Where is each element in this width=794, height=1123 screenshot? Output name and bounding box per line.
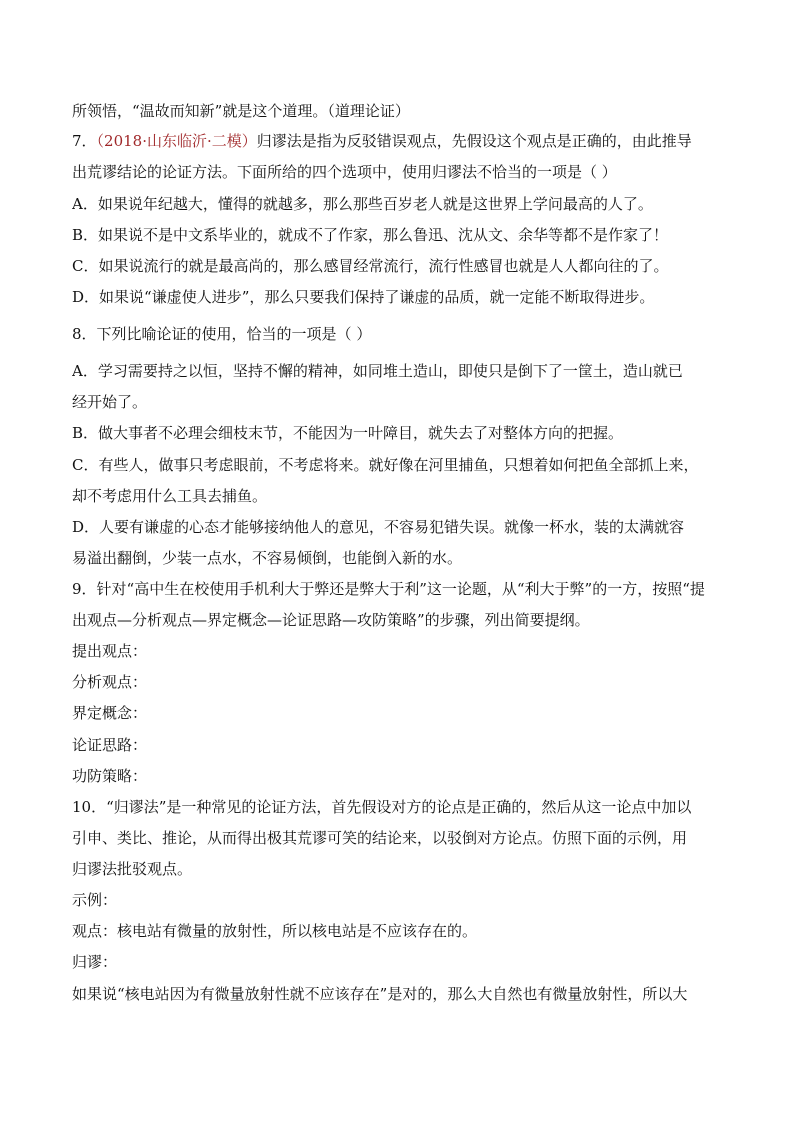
q10-example-reductio-text: 如果说“核电站因为有微量放射性就不应该存在”是对的，那么大自然也有微量放射性，所以大: [72, 985, 688, 1003]
q8-option-c-line1: C．有些人，做事只考虑眼前，不考虑将来。就好像在河里捕鱼，只想着如何把鱼全部抓上来，: [72, 456, 699, 474]
q9-field-analyze: 分析观点：: [72, 673, 148, 691]
q7-option-b: B．如果说不是中文系毕业的，就成不了作家，那么鲁迅、沈从文、余华等都不是作家了！: [72, 226, 669, 244]
question-7-number: 7．: [72, 132, 97, 150]
q10-example-reductio-label: 归谬：: [72, 953, 118, 971]
q8-option-c-line2: 却不考虑用什么工具去捕鱼。: [72, 487, 268, 505]
q8-option-a-line1: A．学习需要持之以恒，坚持不懈的精神，如同堆土造山，即使只是倒下了一筐土，造山就已: [72, 362, 683, 380]
question-10-line3: 归谬法批驳观点。: [72, 860, 193, 878]
q10-example-label: 示例：: [72, 891, 118, 909]
question-10-line2: 引申、类比、推论，从而得出极其荒谬可笑的结论来，以驳倒对方论点。仿照下面的示例，用: [72, 829, 688, 847]
question-9-line2: 出观点—分析观点—界定概念—论证思路—攻防策略”的步骤，列出简要提纲。: [72, 611, 590, 629]
question-7-first-line: [72, 131, 722, 151]
text-line-3: 出荒谬结论的论证方法。下面所给的四个选项中，使用归谬法不恰当的一项是（ ）: [72, 163, 617, 181]
question-9-line1: 9．针对“高中生在校使用手机利大于弊还是弊大于利”这一论题，从“利大于弊”的一方，按照“提: [72, 580, 705, 598]
q8-option-a-line2: 经开始了。: [72, 393, 148, 411]
q9-field-propose: 提出观点：: [72, 642, 148, 660]
q8-option-d-line2: 易溢出翻倒，少装一点水，不容易倾倒，也能倒入新的水。: [72, 549, 463, 567]
q7-option-d: D．如果说“谦虚使人进步”，那么只要我们保持了谦虚的品质，就一定能不断取得进步。: [72, 288, 655, 306]
q8-option-d-line1: D．人要有谦虚的心态才能够接纳他人的意见，不容易犯错失误。就像一杯水，装的太满就容: [72, 518, 685, 536]
question-7-source: （2018·山东临沂·二模）: [96, 132, 257, 150]
text-line-1: 所领悟，“温故而知新”就是这个道理。（道理论证）: [72, 102, 410, 120]
q7-option-c: C．如果说流行的就是最高尚的，那么感冒经常流行，流行性感冒也就是人人都向往的了。: [72, 257, 669, 275]
q10-example-viewpoint: 观点：核电站有微量的放射性，所以核电站是不应该存在的。: [72, 922, 478, 940]
question-7-text: 归谬法是指为反驳错误观点，先假设这个观点是正确的，由此推导: [256, 132, 692, 150]
q9-field-reasoning: 论证思路：: [72, 736, 148, 754]
q9-field-strategy: 功防策略：: [72, 767, 148, 785]
q7-option-a: A．如果说年纪越大，懂得的就越多，那么那些百岁老人就是这世界上学问最高的人了。: [72, 195, 653, 213]
question-8-stem: 8．下列比喻论证的使用，恰当的一项是（ ）: [72, 325, 372, 343]
q8-option-b: B．做大事者不必理会细枝末节，不能因为一叶障目，就失去了对整体方向的把握。: [72, 424, 624, 442]
question-10-line1: 10．“归谬法”是一种常见的论证方法，首先假设对方的论点是正确的，然后从这一论点中加以: [72, 798, 692, 816]
q9-field-define: 界定概念：: [72, 704, 148, 722]
